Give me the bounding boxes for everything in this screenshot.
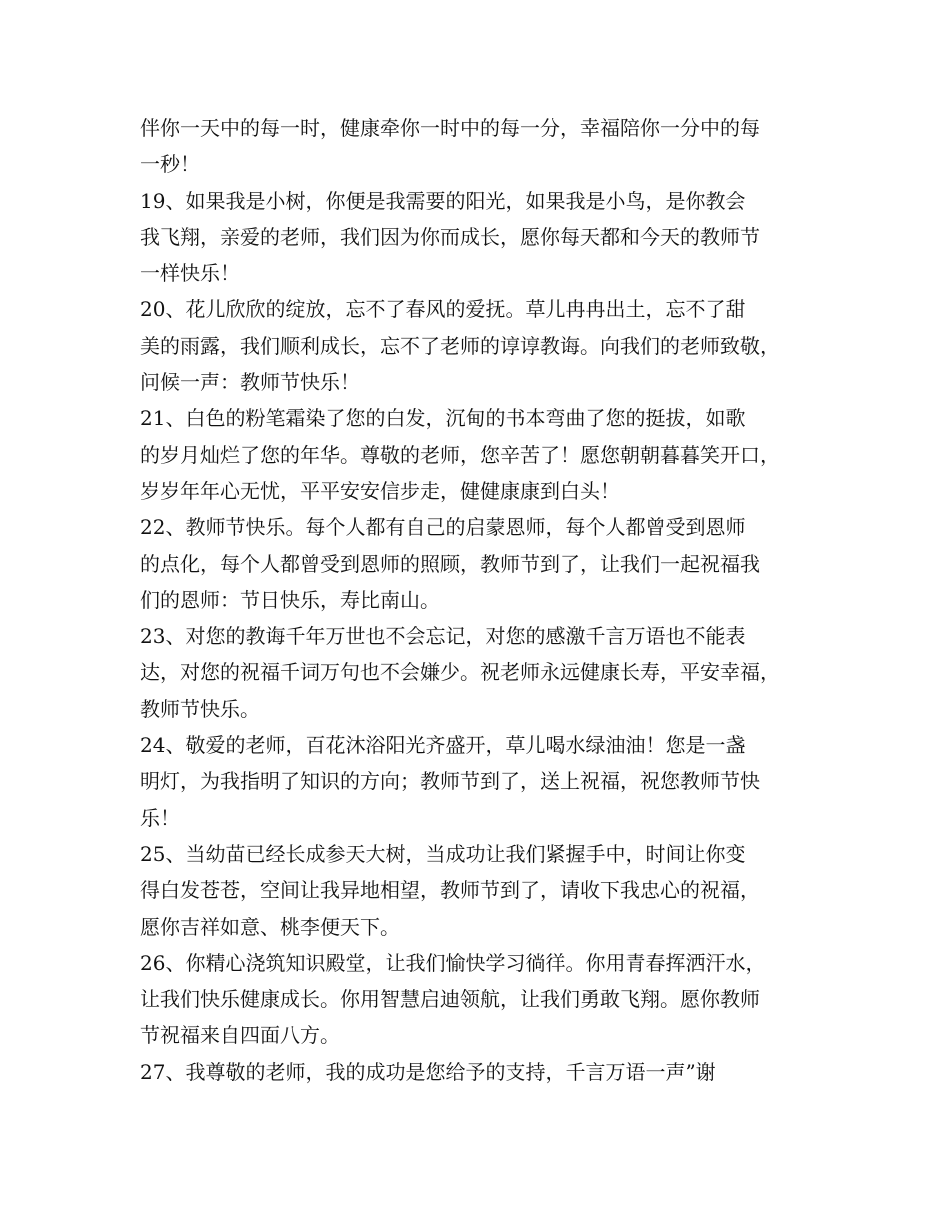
text-line: 27、我尊敬的老师，我的成功是您给予的支持，千言万语一声”谢	[140, 1059, 716, 1084]
text-line: 21、白色的粉笔霜染了您的白发，沉甸的书本弯曲了您的挺拔，如歌	[140, 406, 746, 431]
text-line: 让我们快乐健康成长。你用智慧启迪领航，让我们勇敢飞翔。愿你教师	[140, 987, 760, 1012]
text-line: 愿你吉祥如意、桃李便天下。	[140, 914, 400, 939]
text-line: 一样快乐！	[140, 261, 240, 286]
text-line: 26、你精心浇筑知识殿堂，让我们愉快学习徜徉。你用青春挥洒汗水，	[140, 950, 766, 975]
text-line: 的点化，每个人都曾受到恩师的照顾，教师节到了，让我们一起祝福我	[140, 551, 760, 576]
text-line: 伴你一天中的每一时，健康牵你一时中的每一分，幸福陪你一分中的每	[140, 116, 760, 140]
text-line: 的岁月灿烂了您的年华。尊敬的老师，您辛苦了！愿您朝朝暮暮笑开口，	[140, 442, 780, 467]
text-line: 我飞翔，亲爱的老师，我们因为你而成长，愿你每天都和今天的教师节	[140, 224, 760, 249]
text-line: 乐！	[140, 805, 180, 830]
text-line: 教师节快乐。	[140, 696, 260, 721]
text-line: 一秒！	[140, 152, 200, 177]
text-line: 得白发苍苍，空间让我异地相望，教师节到了，请收下我忠心的祝福，	[140, 878, 760, 903]
text-line: 问候一声：教师节快乐！	[140, 370, 360, 395]
text-line: 23、对您的教诲千年万世也不会忘记，对您的感激千言万语也不能表	[140, 624, 746, 649]
text-line: 美的雨露，我们顺利成长，忘不了老师的谆谆教诲。向我们的老师致敬，	[140, 333, 780, 358]
text-line: 20、花儿欣欣的绽放，忘不了春风的爱抚。草儿冉冉出土，忘不了甜	[140, 297, 746, 322]
text-line: 25、当幼苗已经长成参天大树，当成功让我们紧握手中，时间让你变	[140, 841, 746, 866]
text-line: 达，对您的祝福千词万句也不会嫌少。祝老师永远健康长寿，平安幸福，	[140, 660, 780, 685]
text-line: 24、敬爱的老师，百花沐浴阳光齐盛开，草儿喝水绿油油！您是一盏	[140, 733, 746, 758]
text-line: 节祝福来自四面八方。	[140, 1023, 340, 1048]
text-line: 19、如果我是小树，你便是我需要的阳光，如果我是小鸟，是你教会	[140, 188, 746, 213]
document-text-body	[140, 110, 830, 1090]
text-line: 们的恩师：节日快乐，寿比南山。	[140, 587, 440, 612]
text-line: 22、教师节快乐。每个人都有自己的启蒙恩师，每个人都曾受到恩师	[140, 515, 746, 540]
text-line: 明灯，为我指明了知识的方向；教师节到了，送上祝福，祝您教师节快	[140, 769, 760, 794]
text-line: 岁岁年年心无忧，平平安安信步走，健健康康到白头！	[140, 478, 620, 503]
